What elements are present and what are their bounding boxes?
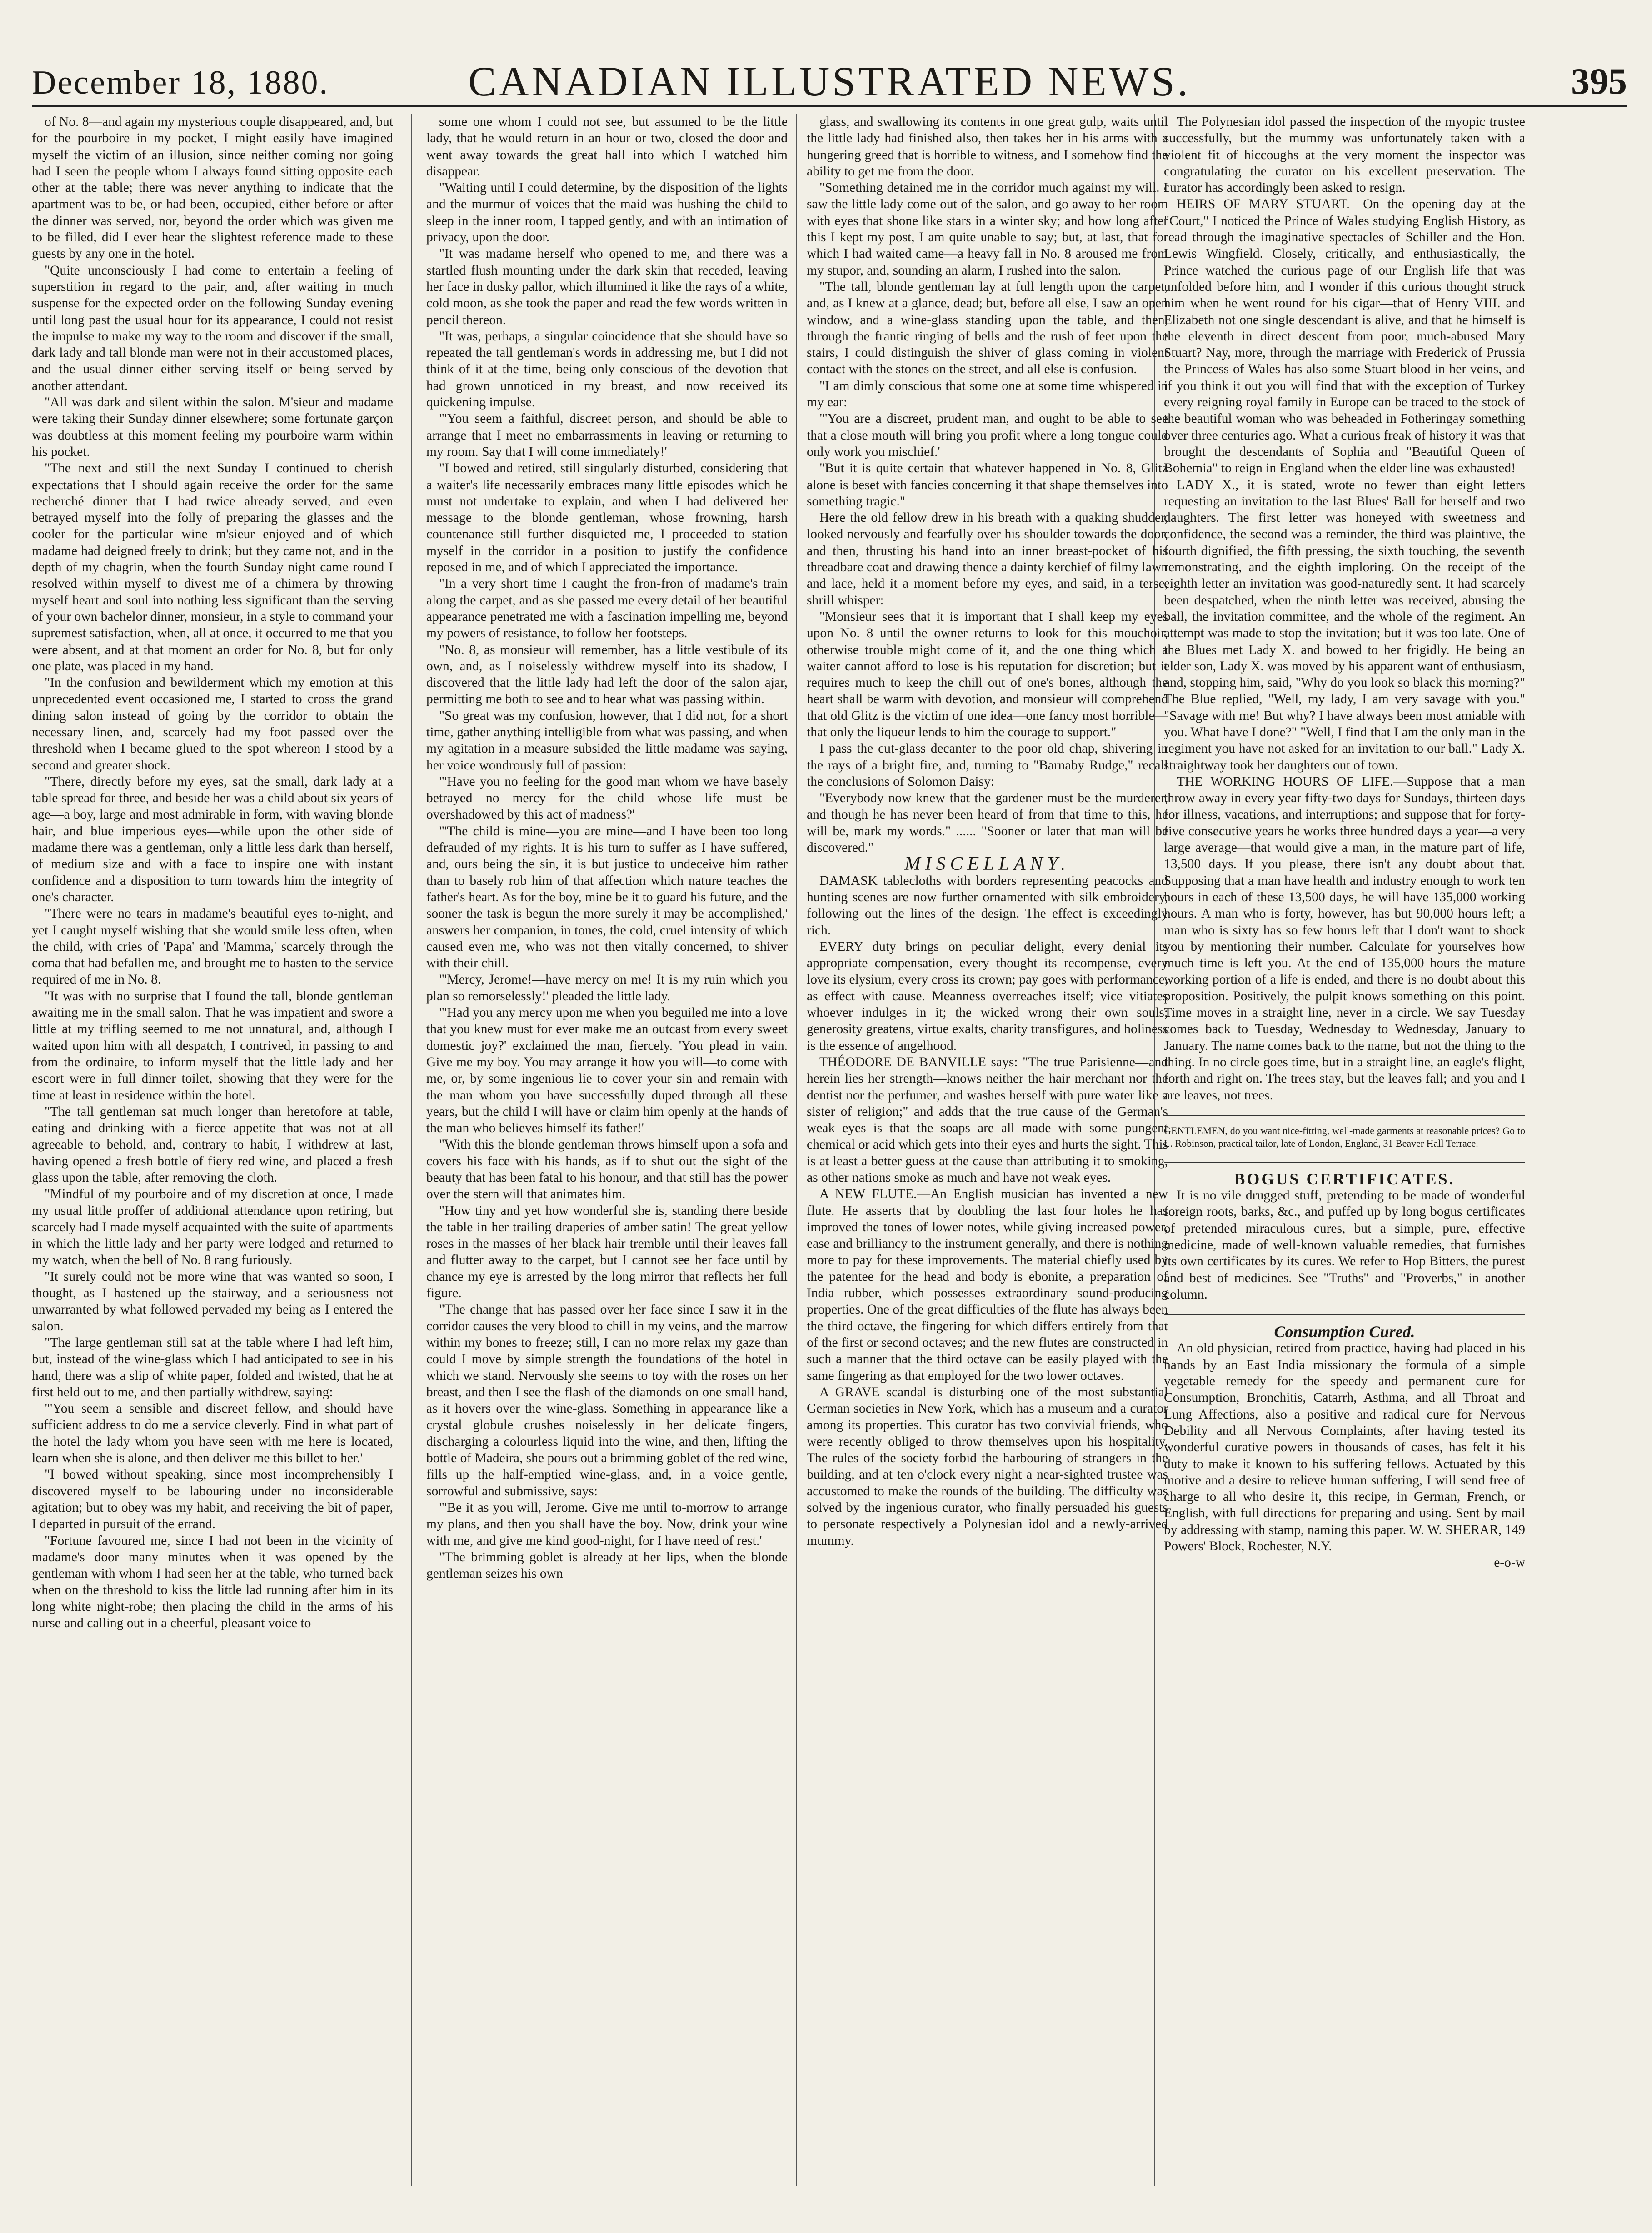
story-paragraph: "Fortune favoured me, since I had not been in the vicinity of madame's door many minutes when it was opened by the gentleman with whom I had seen her at the table, who turned back when on the threshold to kiss the little lad running after him in its long white night-robe; then placing the child in the arms of his nurse and calling out in a cheerful, pleasant voice to: [32, 1533, 393, 1631]
story-paragraph: "Everybody now knew that the gardener must be the murderer, and though he has never been heard of from that time to this, he will be, mark my words." ...... "Sooner or later that man will be discovered.": [807, 791, 1168, 855]
story-paragraph: "'Had you any mercy upon me when you beguiled me into a love that you knew must for ever make me an outcast from every sweet domestic joy?' exclaimed the man, fiercely. 'You plead in vain. Give me my boy. You may arrange it how you will—to come with me, or, by some ingenious lie to cover your sin and remain with the man whom you have successfully duped through all these years, but the child I will have or claim him openly at the hands of the man who believes himself its father!': [426, 1005, 788, 1136]
article-paragraph: LADY X., it is stated, wrote no fewer than eight letters requesting an invitation to the last Blues' Ball for herself and two daughters. The first letter was honeyed with sweetness and confidence, the second was a reminder, the third was plaintive, the fourth dignified, the fifth pressing, the sixth touching, the seventh remonstrating, and the eighth imploring. On the receipt of the eighth letter an invitation was good-naturedly sent. It had scarcely been despatched, when the ninth letter was received, abusing the ball, the invitation committee, and the whole of the regiment. An attempt was made to stop the invitation; but it was too late. One of the Blues met Lady X. and bowed to her frigidly. He being an elder son, Lady X. was moved by his apparent want of enthusiasm, and, stopping him, said, "Why do you look so black this morning?" The Blue replied, "Well, my lady, I am very savage with you." "Savage with me! But why? I have always been most amiable with you. What have I done?" "Well, I find that I am the only man in the regiment you have not asked for an invitation to our ball." Lady X. straightway took her daughters out of town.: [1164, 477, 1525, 773]
miscellany-paragraph: DAMASK tablecloths with borders representing peacocks and hunting scenes are now further ornamented with silk embroidery, following out the lines of the design. The effect is exceedingly rich.: [807, 873, 1168, 938]
story-paragraph: "There, directly before my eyes, sat the small, dark lady at a table spread for three, and beside her was a child about six years of age—a boy, large and most admirable in form, with waving blonde hair, and blue imperious eyes—while upon the other side of madame there was a gentleman, only a little less dark than herself, of medium size and with a face to inspire one with instant confidence and a disposition to turn towards him the integrity of one's character.: [32, 774, 393, 904]
divider: [1164, 1314, 1525, 1315]
masthead: [32, 55, 1627, 107]
story-paragraph: "In a very short time I caught the fron-fron of madame's train along the carpet, and as she passed me every detail of her beautiful appearance penetrated me with a fascination impelling me, beyond my powers of resistance, to follow her footsteps.: [426, 576, 788, 641]
story-paragraph: "The change that has passed over her face since I saw it in the corridor causes the very blood to chill in my veins, and the marrow within my bones to freeze; still, I can no more relax my gaze than could I move by simple strength the foundations of the hotel in which we stand. Nervously she seems to toy with the roses on her breast, and then I see the flash of the diamonds on one small hand, as it hovers over the wine-glass. Something in appearance like a crystal globule crushes noiselessly in her delicate fingers, discharging a colourless liquid into the wine, and then, lifting the bottle of Madeira, she pours out a brimming goblet of the red wine, fills up the half-emptied wine-glass, and, in a voice gentle, sorrowful and submissive, says:: [426, 1302, 788, 1499]
story-paragraph: "It was with no surprise that I found the tall, blonde gentleman awaiting me in the small salon. That he was impatient and swore a little at my trifling seemed to me not unnatural, and, although I waited upon him with all despatch, I contrived, in passing to and from the ordinaire, to inform myself that the little lady and her escort were in full dinner toilet, showing that they were for the time at least in residence within the hotel.: [32, 989, 393, 1103]
story-paragraph: I pass the cut-glass decanter to the poor old chap, shivering in the rays of a bright fire, and, turning to "Barnaby Rudge," recall the conclusions of Solomon Daisy:: [807, 741, 1168, 789]
story-paragraph: "'You are a discreet, prudent man, and ought to be able to see that a close mouth will bring you profit where a long tongue could only work you mischief.': [807, 411, 1168, 459]
story-paragraph: "The tall, blonde gentleman lay at full length upon the carpet, and, as I knew at a glance, dead; but, before all else, I saw an open window, and a wine-glass standing upon the table, and then, through the frantic ringing of bells and the rush of feet upon the stairs, I could distinguish the shiver of glass coming in violent contact with the stones on the street, and all else is confusion.: [807, 279, 1168, 377]
article-paragraph: HEIRS OF MARY STUART.—On the opening day at the "Court," I noticed the Prince of Wales studying English History, as read through the imaginative spectacles of Schiller and the Hon. Lewis Wingfield. Closely, critically, and enthusiastically, the Prince watched the curious page of our English life that was unfolded before him, and I wonder if this curious thought struck him when he went round for his cigar—that of Henry VIII. and Elizabeth not one single descendant is alive, and that he himself is the eleventh in direct descent from poor, much-abused Mary Stuart? Nay, more, through the marriage with Frederick of Prussia the Princess of Wales has also some Stuart blood in her veins, and if you think it out you will find that with the exception of Turkey every reigning royal family in Europe can be traced to the stock of the beautiful woman who was beheaded in Fotheringay something over three centuries ago. What a curious freak of history it was that brought the descendants of Sophia and "Beautiful Queen of Bohemia" to reign in England when the elder line was exhausted!: [1164, 197, 1525, 476]
story-paragraph: some one whom I could not see, but assumed to be the little lady, that he would return in an hour or two, closed the door and went away towards the great hall into which I watched him disappear.: [426, 115, 788, 179]
story-paragraph: of No. 8—and again my mysterious couple disappeared, and, but for the pourboire in my pocket, I might easily have imagined myself the victim of an illusion, since neither coming nor going had I seen the people whom I always found sitting opposite each other at the table; there was never anything to indicate that the apartment was to be, or had been, occupied, either before or after the dinner was served, nor, beyond the order which was given me to be filled, did I ever hear the slightest reference made to these guests by any one in the hotel.: [32, 115, 393, 261]
story-paragraph: "The brimming goblet is already at her lips, when the blonde gentleman seizes his own: [426, 1549, 788, 1581]
issue-date: December 18, 1880.: [32, 64, 329, 101]
story-paragraph: "'You seem a faithful, discreet person, and should be able to arrange that I meet no embarrassments in leaving or returning to my room. Say that I will come immediately!': [426, 411, 788, 459]
story-paragraph: "The tall gentleman sat much longer than heretofore at table, eating and drinking with a fierce appetite that was not at all agreeable to behold, and, contrary to habit, I withdrew at last, having opened a fresh bottle of fiery red wine, and placed a fresh glass upon the table, after removing the cloth.: [32, 1104, 393, 1185]
column-1: [32, 114, 393, 2186]
miscellany-paragraph: THÉODORE DE BANVILLE says: "The true Parisienne—and herein lies her strength—knows neither the hair merchant nor the dentist nor the perfumer, and washes herself with pure water like a sister of religion;" and adds that the true cause of the German's weak eyes is that the soaps are all made with some pungent chemical or acid which gets into their eyes and hurts the sight. This is at least a better guess at the cause than attributing it to smoking, as other nations smoke as much and have not weak eyes.: [807, 1054, 1168, 1185]
story-paragraph: "It was madame herself who opened to me, and there was a startled flush mounting under the dark skin that receded, leaving her face in dusky pallor, which illumined it like the rays of a white, cold moon, as she took the paper and read the few words written in pencil thereon.: [426, 246, 788, 327]
story-paragraph: "It was, perhaps, a singular coincidence that she should have so repeated the tall gentleman's words in addressing me, but I did not think of it at the time, being only conscious of the devotion that had grown unnoticed in my breast, and now received its quickening impulse.: [426, 329, 788, 410]
story-paragraph: "Quite unconsciously I had come to entertain a feeling of superstition in regard to the pair, and, after waiting in much suspense for the expected order on the following Sunday evening until long past the usual hour for its appearance, I could not resist the impulse to make my way to the room and discover if the small, dark lady and tall blonde man were not in their accustomed places, and the usual dinner either serving itself or being served by another attendant.: [32, 263, 393, 393]
story-paragraph: "'You seem a sensible and discreet fellow, and should have sufficient address to do me a service cleverly. Find in what part of the hotel the lady whom you have seen with me here is located, learn when she is alone, and then deliver me this billet to her.': [32, 1401, 393, 1466]
newspaper-title: CANADIAN ILLUSTRATED NEWS.: [468, 58, 1191, 105]
story-paragraph: "How tiny and yet how wonderful she is, standing there beside the table in her trailing draperies of amber satin! The great yellow roses in the masses of her black hair tremble until their leaves fall and flutter away to the carpet, but I cannot see her face until by chance my eye is arrested by the long mirror that reflects her full figure.: [426, 1203, 788, 1301]
story-paragraph: "No. 8, as monsieur will remember, has a little vestibule of its own, and, as I noiselessly withdrew myself into its shadow, I discovered that the little lady had left the door of the salon ajar, permitting me both to see and to hear what was passing within.: [426, 642, 788, 707]
miscellany-paragraph: EVERY duty brings on peculiar delight, every denial its appropriate compensation, every thought its recompense, every love its elysium, every cross its crown; pay goes with performance, as effect with cause. Meanness overreaches itself; vice vitiates whoever indulges in it; the wicked wrong their own souls; generosity greatens, virtue exalts, charity transfigures, and holiness is the essence of angelhood.: [807, 939, 1168, 1053]
story-paragraph: Here the old fellow drew in his breath with a quaking shudder, looked nervously and fearfully over his shoulder towards the door, and then, thrusting his hand into an inner breast-pocket of his threadbare coat and drawing thence a dainty kerchief of filmy lawn and lace, held it a moment before my eyes, and said, in a terse, shrill whisper:: [807, 510, 1168, 608]
tailor-advertisement: GENTLEMEN, do you want nice-fitting, well-made garments at reasonable prices? Go to L. Robinson, practical tailor, late of London, England, 31 Beaver Hall Terrace.: [1164, 1124, 1525, 1149]
divider: [1164, 1115, 1525, 1116]
column-2: [426, 114, 788, 2186]
story-paragraph: "'The child is mine—you are mine—and I have been too long defrauded of my rights. It is his turn to suffer as I have suffered, and, ours being the sin, it is but justice to undeceive him rather than to basely rob him of that affection which nature teaches the father's heart. As for the boy, mine be it to guard his future, and the sooner the task is begun the more surely it may be accomplished,' answers her companion, in tones, the cold, cruel intensity of which caused even me, who was not then vitally concerned, to shiver with their chill.: [426, 824, 788, 971]
story-paragraph: "So great was my confusion, however, that I did not, for a short time, gather anything intelligible from what was passing, and when my agitation in a measure subsided the little madame was saying, her voice wondrously full of passion:: [426, 708, 788, 773]
bogus-certificates-heading: BOGUS CERTIFICATES.: [1234, 1169, 1455, 1188]
story-paragraph: glass, and swallowing its contents in one great gulp, waits until the little lady had finished also, then takes her in his arms with a hungering greed that is horrible to witness, and I somehow find the ability to get me from the door.: [807, 115, 1168, 179]
column-3: [807, 114, 1168, 2186]
story-paragraph: "The next and still the next Sunday I continued to cherish expectations that I should again receive the order for the same recherché dinner that I had twice already served, and even betrayed myself into the folly of preparing the glasses and the cooler for the particular wine m'sieur enjoyed and of which madame had deigned freely to drink; but they came not, and in the depth of my chagrin, when the fourth Sunday night came round I resolved within myself to divest me of a chimera by throwing myself heart and soul into nothing less significant than the serving of your own bachelor dinner, monsieur, in a style to command your supremest satisfaction, when, all at once, it occurred to me that you were absent, and at that moment an order for No. 8, but for only one plate, was placed in my hand.: [32, 461, 393, 674]
column-rule: [411, 114, 412, 2186]
story-paragraph: "It surely could not be more wine that was wanted so soon, I thought, as I hastened up the stairway, and a seriousness not unwarranted by what followed pervaded my being as I entered the salon.: [32, 1269, 393, 1334]
story-paragraph: "Something detained me in the corridor much against my will. I saw the little lady come out of the salon, and go away to her room with eyes that shone like stars in a winter sky; and how long after this I kept my post, I am quite unable to say; but, at last, that for which I had waited came—a heavy fall in No. 8 aroused me from my stupor, and, sounding an alarm, I rushed into the salon.: [807, 180, 1168, 278]
page-number: 395: [1571, 60, 1627, 102]
story-paragraph: "'Be it as you will, Jerome. Give me until to-morrow to arrange my plans, and then you shall have the boy. Now, drink your wine with me, and give me kind good-night, for I have need of rest.': [426, 1500, 788, 1548]
story-paragraph: "I bowed without speaking, since most incomprehensibly I discovered myself to be labouring under no inconsiderable agitation; but to obey was my habit, and receiving the bit of paper, I departed in pursuit of the errand.: [32, 1467, 393, 1532]
story-paragraph: "But it is quite certain that whatever happened in No. 8, Glitz alone is beset with fancies concerning it that shape themselves into something tragic.": [807, 461, 1168, 509]
consumption-cured-text: An old physician, retired from practice, having had placed in his hands by an East India missionary the formula of a simple vegetable remedy for the speedy and permanent cure for Consumption, Bronchitis, Catarrh, Asthma, and all Throat and Lung Affections, also a positive and radical cure for Nervous Debility and all Nervous Complaints, after having tested its wonderful curative powers in thousands of cases, has felt it his duty to make it known to his suffering fellows. Actuated by this motive and a desire to relieve human suffering, I will send free of charge to all who desire it, this recipe, in German, French, or English, with full directions for preparing and using. Sent by mail by addressing with stamp, naming this paper. W. W. SHERAR, 149 Powers' Block, Rochester, N.Y.: [1164, 1341, 1525, 1554]
column-4: [1164, 114, 1525, 2186]
story-paragraph: "'Mercy, Jerome!—have mercy on me! It is my ruin which you plan so remorselessly!' pleaded the little lady.: [426, 972, 788, 1004]
story-paragraph: "I am dimly conscious that some one at some time whispered in my ear:: [807, 378, 1168, 410]
miscellany-heading: MISCELLANY.: [904, 854, 1070, 875]
advertisement-code: e-o-w: [1494, 1555, 1525, 1570]
story-paragraph: "With this the blonde gentleman throws himself upon a sofa and covers his face with his hands, as if to shut out the sight of the beauty that has been fatal to his honour, and that still has the power over the stern will that animates him.: [426, 1137, 788, 1202]
bogus-certificates-text: It is no vile drugged stuff, pretending to be made of wonderful foreign roots, barks, &c., and puffed up by long bogus certificates of pretended miraculous cures, but a simple, pure, effective medicine, made of well-known valuable remedies, that furnishes its own certificates by its cures. We refer to Hop Bitters, the purest and best of medicines. See "Truths" and "Proverbs," in another column.: [1164, 1188, 1525, 1302]
consumption-cured-heading: Consumption Cured.: [1274, 1323, 1415, 1341]
article-paragraph: The Polynesian idol passed the inspection of the myopic trustee successfully, but the mummy was unfortunately taken with a violent fit of hiccoughs at the very moment the inspector was congratulating the curator on his excellent preservation. The curator has accordingly been asked to resign.: [1164, 115, 1525, 195]
story-paragraph: "In the confusion and bewilderment which my emotion at this unprecedented event occasioned me, I started to cross the grand dining salon instead of going by the corridor to obtain the necessary linen, and, scarcely had my foot passed over the threshold when I became glued to the spot whereon I stood by a second and greater shock.: [32, 675, 393, 773]
column-rule: [796, 114, 797, 2186]
miscellany-paragraph: A NEW FLUTE.—An English musician has invented a new flute. He asserts that by doubling the last four holes he has improved the tones of lower notes, while giving increased power, ease and brilliancy to the instrument generally, and there is nothing more to pay for these improvements. The material chiefly used by the patentee for the head and body is ebonite, a preparation of India rubber, which possesses extraordinary sound-producing properties. One of the great difficulties of the flute has always been the third octave, the fingering for which differs entirely from that of the first or second octaves; and the new flutes are constructed in such a manner that the third octave can be easily played with the same fingering as that employed for the two lower octaves.: [807, 1187, 1168, 1383]
story-paragraph: "Monsieur sees that it is important that I shall keep my eyes upon No. 8 until the owner returns to look for this mouchoir, otherwise trouble might come of it, and the one thing which a waiter cannot afford to lose is his reputation for discretion; but it requires much to keep the chill out of one's bones, although the heart shall be warm with devotion, and monsieur will comprehend that old Glitz is the victim of one idea—one fancy most horrible—that only the liqueur lends to him the courage to support.": [807, 609, 1168, 739]
story-paragraph: "The large gentleman still sat at the table where I had left him, but, instead of the wine-glass which I had anticipated to see in his hand, there was a slip of white paper, folded and twisted, that he at first held out to me, and then partially withdrew, saying:: [32, 1335, 393, 1399]
story-paragraph: "There were no tears in madame's beautiful eyes to-night, and yet I caught myself wishing that she would smile less often, when the child, with cries of 'Papa' and 'Mamma,' scarcely through the coma that had befallen me, and brought me to hasten to the service required of me in No. 8.: [32, 906, 393, 987]
story-paragraph: "'Have you no feeling for the good man whom we have basely betrayed—no mercy for the child whose life must be overshadowed by this act of madness?': [426, 774, 788, 822]
article-paragraph: THE WORKING HOURS OF LIFE.—Suppose that a man throw away in every year fifty-two days for Sundays, thirteen days for illness, vacations, and interruptions; and suppose that for forty-five consecutive years he works three hundred days a year—a very large average—that would give a man, in the mature part of life, 13,500 days. If you please, there isn't any doubt about that. Supposing that a man have health and industry enough to work ten hours in each of these 13,500 days, he will have 135,000 working hours. A man who is forty, however, has but 90,000 hours left; a man who is sixty has so few hours left that I don't want to shock you by mentioning their number. Calculate for yourselves how much time is left you. At the end of 135,000 hours the mature working portion of a life is ended, and there is no doubt about this proposition. Positively, the pulpit knows something on this point. Time moves in a straight line, never in a circle. We say Tuesday comes back to Tuesday, Wednesday to Wednesday, January to January. The name comes back to the name, but not the thing to the thing. In no circle goes time, but in a straight line, an eagle's flight, forth and right on. The trees stay, but the leaves fall; and you and I are leaves, not trees.: [1164, 774, 1525, 1103]
miscellany-paragraph: A GRAVE scandal is disturbing one of the most substantial German societies in New York, which has a museum and a curator among its properties. This curator has two convivial friends, who were recently obliged to throw themselves upon his hospitality. The rules of the society forbid the harbouring of strangers in the building, and at ten o'clock every night a near-sighted trustee was accustomed to make the rounds of the building. The difficulty was solved by the ingenious curator, who finally persuaded his guests to personate respectively a Polynesian idol and a newly-arrived mummy.: [807, 1384, 1168, 1548]
story-paragraph: "Waiting until I could determine, by the disposition of the lights and the murmur of voices that the maid was hushing the child to sleep in the inner room, I tapped gently, and with an intimation of privacy, upon the door.: [426, 180, 788, 245]
divider: [1164, 1162, 1525, 1163]
story-paragraph: "All was dark and silent within the salon. M'sieur and madame were taking their Sunday dinner elsewhere; some fortunate garçon was doubtless at this moment feeling my pourboire warm within his pocket.: [32, 395, 393, 459]
story-paragraph: "I bowed and retired, still singularly disturbed, considering that a waiter's life necessarily embraces many little episodes which he must not undertake to explain, and when I had delivered her message to the blonde gentleman, whose frowning, harsh countenance still further disquieted me, I proceeded to station myself in the corridor in a position to justify the confidence reposed in me, and of which I appreciated the importance.: [426, 461, 788, 575]
story-paragraph: "Mindful of my pourboire and of my discretion at once, I made my usual little proffer of additional attendance upon retiring, but scarcely had I made myself acquainted with the suite of apartments in which the little lady and her party were lodged and returned to my watch, when the bell of No. 8 rang furiously.: [32, 1187, 393, 1268]
